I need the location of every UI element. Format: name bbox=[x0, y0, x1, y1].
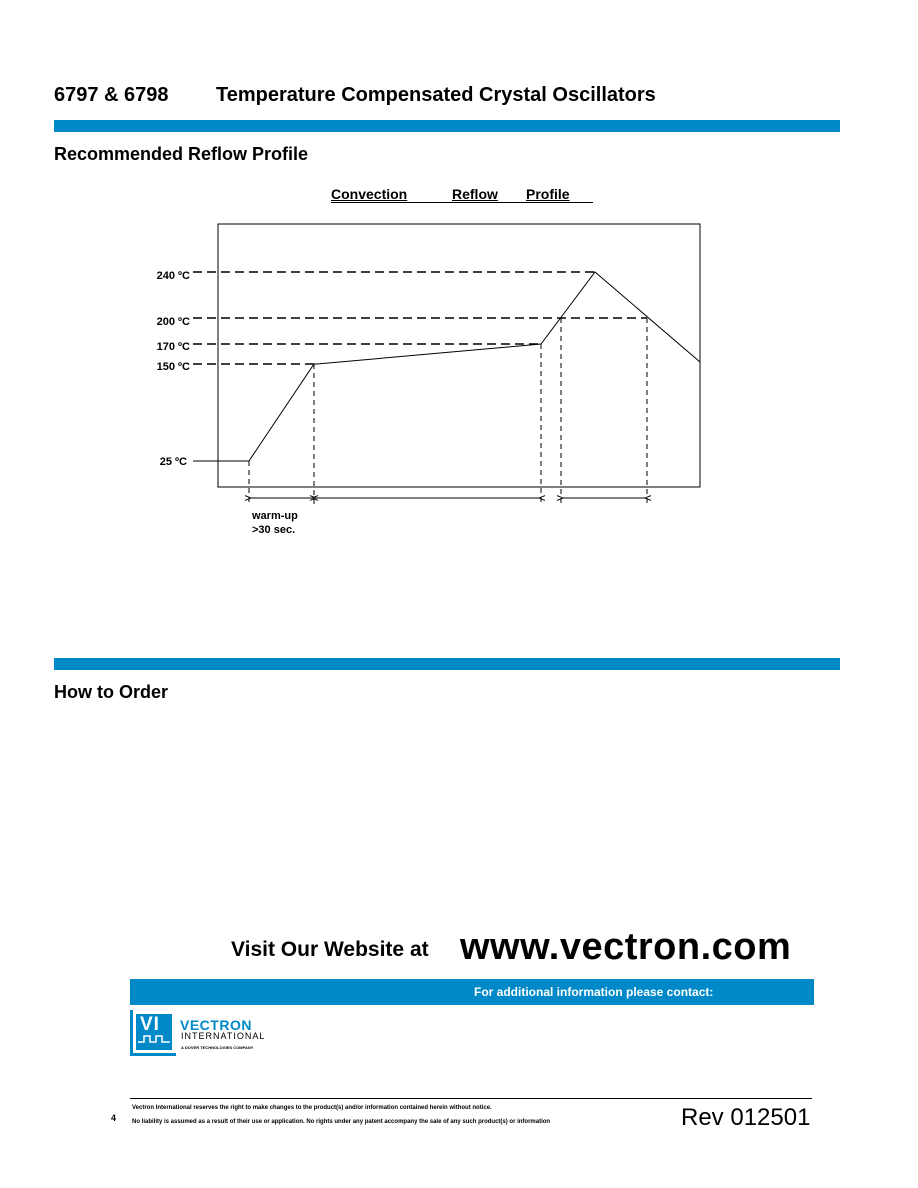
vectron-logo bbox=[130, 1010, 300, 1058]
plot-area-frame bbox=[218, 224, 700, 487]
logo-subname: INTERNATIONAL bbox=[181, 1031, 266, 1041]
contact-bar bbox=[130, 979, 814, 1005]
disclaimer-line-2: No liability is assumed as a result of their use or application. No rights under any patent accompany the sale of any such product(s) or information bbox=[132, 1119, 551, 1125]
section-title-order: How to Order bbox=[54, 682, 169, 702]
part-numbers: 6797 & 6798 bbox=[54, 84, 169, 106]
reflow-profile-chart bbox=[0, 0, 918, 560]
website-url-link[interactable]: www.vectron.com bbox=[460, 926, 792, 968]
temperature-profile-line bbox=[218, 272, 700, 461]
y-tick-label-170: 170 ºC bbox=[156, 341, 190, 353]
y-tick-label-240: 240 ºC bbox=[156, 270, 190, 282]
footer-rule bbox=[130, 1098, 812, 1099]
chart-title-reflow: Reflow bbox=[452, 186, 498, 202]
chart-title-profile: Profile bbox=[526, 186, 570, 202]
page-number: 4 bbox=[111, 1113, 117, 1123]
warmup-label-line2: >30 sec. bbox=[252, 524, 296, 536]
product-title: Temperature Compensated Crystal Oscillators bbox=[216, 84, 656, 106]
revision-label: Rev 012501 bbox=[681, 1104, 811, 1131]
chart-title-convection: Convection bbox=[331, 186, 408, 202]
logo-name: VECTRON bbox=[180, 1017, 252, 1033]
y-tick-label-25: 25 ºC bbox=[159, 456, 187, 468]
disclaimer-line-1: Vectron International reserves the right to make changes to the product(s) and/or information contained herein without notice. bbox=[132, 1105, 492, 1111]
contact-text: For additional information please contact: bbox=[474, 985, 714, 999]
order-rule bbox=[54, 658, 840, 670]
logo-mark: VI bbox=[140, 1014, 160, 1035]
warmup-label-line1: warm-up bbox=[252, 510, 298, 522]
logo-tagline: A DOVER TECHNOLOGIES COMPANY bbox=[181, 1045, 254, 1050]
y-tick-label-150: 150 ºC bbox=[156, 361, 190, 373]
y-tick-label-200: 200 ºC bbox=[156, 316, 190, 328]
section-title-reflow: Recommended Reflow Profile bbox=[54, 144, 309, 164]
visit-website-text: Visit Our Website at bbox=[231, 938, 429, 961]
warmup-label bbox=[252, 509, 298, 537]
